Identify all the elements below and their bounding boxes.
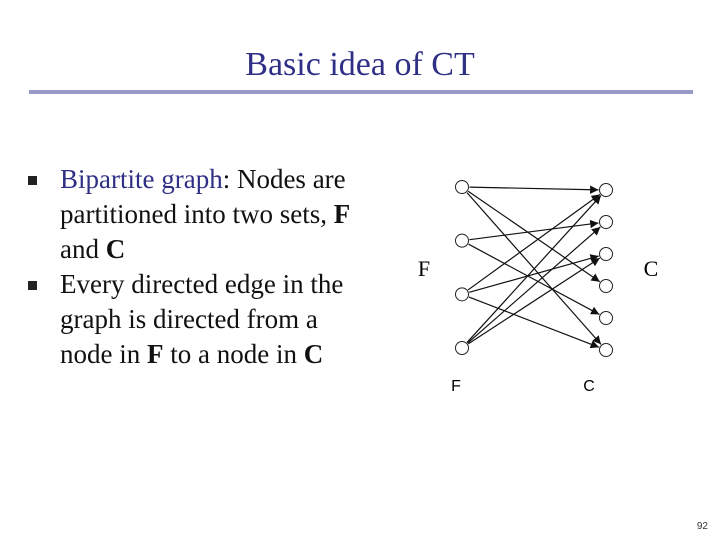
bullet-segment: and — [60, 234, 106, 264]
edge-f3-to-c3 — [469, 256, 599, 292]
node-c2 — [600, 216, 613, 229]
bullet-segment: Every directed edge in the graph is directed from a node in — [60, 269, 344, 369]
edge-f3-to-c1 — [468, 194, 600, 290]
page-number: 92 — [696, 521, 708, 532]
slide-title: Basic idea of CT — [245, 46, 475, 83]
node-c4 — [600, 280, 613, 293]
node-c6 — [600, 344, 613, 357]
edge-f4-to-c2 — [468, 227, 601, 343]
bullet-segment: F — [333, 199, 351, 229]
edge-f3-to-c6 — [469, 297, 599, 347]
edge-f4-to-c3 — [468, 258, 599, 344]
node-f1 — [456, 181, 469, 194]
bullet-segment: to a node in — [163, 339, 304, 369]
bullet-segment: C — [105, 234, 126, 264]
node-c1 — [600, 184, 613, 197]
bullet-segment: F — [147, 339, 164, 369]
bullet-segment: Bipartite graph — [60, 164, 223, 194]
node-c5 — [600, 312, 613, 325]
node-f3 — [456, 288, 469, 301]
edge-f1-to-c1 — [469, 187, 598, 190]
node-c3 — [600, 248, 613, 261]
bullet-segment: : Nodes are partitioned into two sets, — [60, 164, 346, 229]
node-f2 — [456, 234, 469, 247]
left-set-label: F — [417, 256, 431, 281]
right-set-label: C — [643, 256, 659, 281]
bullet-segment: C — [303, 339, 324, 369]
node-f4 — [456, 342, 469, 355]
graph-edges — [467, 187, 601, 347]
right-column-label: C — [583, 378, 595, 395]
left-column-label: F — [451, 378, 461, 395]
